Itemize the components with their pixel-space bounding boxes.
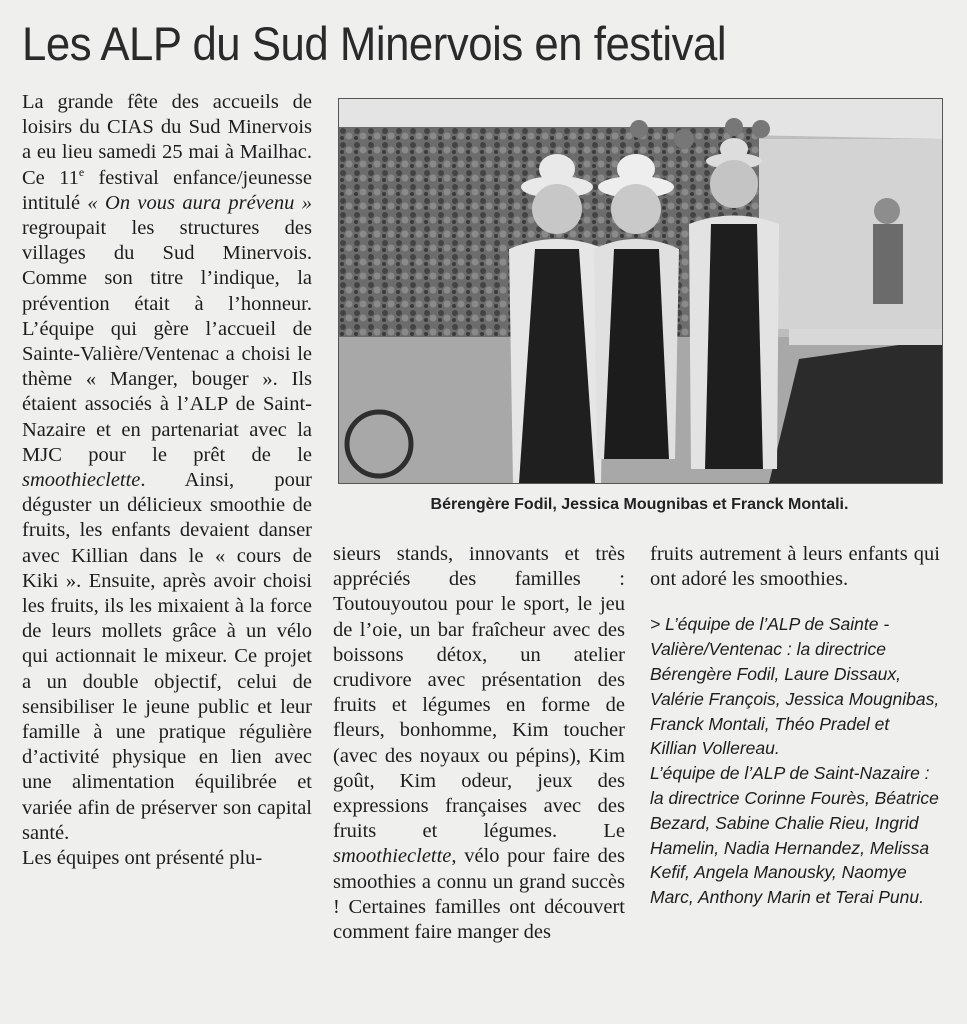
festival-title: « On vous aura prévenu » (87, 191, 312, 214)
ordinal-superscript: e (78, 164, 85, 179)
smoothieclette-term: smoothieclette (333, 845, 452, 868)
event-photo (338, 98, 943, 484)
text-run: . Ainsi, pour déguster un délicieux smoothie de fruits, les enfants devaient danser avec Killian dans le « cours de Kiki ». Ensuite, après avoir choisi les fruits, ils les mixaient à la force de leurs mollets grâce à un vélo qui actionnait le mixeur. Ce projet a un double objectif, celui de sensibiliser le jeune public et leur famille à une pratique régulière d’activité physique en lien avec une alimentation équilibrée et variée afin de préserver son capital santé. (22, 469, 312, 844)
article-paragraph-4: fruits autrement à leurs enfants qui ont adoré les smoothies. (650, 543, 940, 591)
text-run: sieurs stands, innovants et très appréciés des familles : Toutouyoutou pour le sport, le jeu de l’oie, un bar fraîcheur avec des boissons détox, un atelier crudivore avec présentation des fruits et légumes en forme de fleurs, bonhomme, Kim toucher (avec des noyaux ou pépins), Kim goût, Kim odeur, jeux des expressions françaises avec des fruits et légumes. Le (333, 543, 625, 843)
article-paragraph-2: Les équipes ont présenté plu- (22, 847, 263, 870)
article-column-3 (650, 542, 940, 910)
article-column-2 (333, 542, 625, 945)
article-paragraph-1 (22, 90, 312, 846)
text-run: festival enfance/jeunesse intitulé (22, 166, 312, 214)
text-run: , vélo pour faire des smoothies a connu un grand succès ! Certaines familles ont découvert comment faire manger des (333, 845, 625, 944)
photo-illustration (339, 99, 942, 483)
smoothieclette-term: smoothieclette (22, 469, 141, 492)
credits-team-sainte-valiere: > L’équipe de l’ALP de Sainte - Valière/Ventenac : la directrice Bérengère Fodil, Laure Dissaux, Valérie François, Jessica Mougnibas, Franck Montali, Théo Pradel et Killian Vollereau. (650, 614, 940, 759)
article-column-1 (22, 90, 312, 871)
headline: Les ALP du Sud Minervois en festival (22, 17, 727, 70)
text-run: La grande fête des accueils de loisirs du CIAS du Sud Minervois a eu lieu samedi 25 mai à Mailhac. Ce 11 (22, 91, 312, 189)
credits-team-saint-nazaire: L’équipe de l’ALP de Saint-Nazaire : la directrice Corinne Fourès, Béatrice Bezard, Sabine Chalie Rieu, Ingrid Hamelin, Nadia Hernandez, Melissa Kefif, Angela Manousky, Naomye Marc, Anthony Marin et Terai Punu. (650, 763, 939, 908)
text-run: regroupait les structures des villages du Sud Minervois. Comme son titre l’indique, la prévention était à l’honneur. L’équipe qui gère l’accueil de Sainte-Valière/Ventenac a choisi le thème « Manger, bouger ». Ils étaient associés à l’ALP de Saint-Nazaire et en partenariat avec la MJC pour le prêt de le (22, 217, 312, 466)
article-paragraph-3 (333, 542, 625, 945)
photo-caption: Bérengère Fodil, Jessica Mougnibas et Franck Montali. (430, 496, 849, 513)
